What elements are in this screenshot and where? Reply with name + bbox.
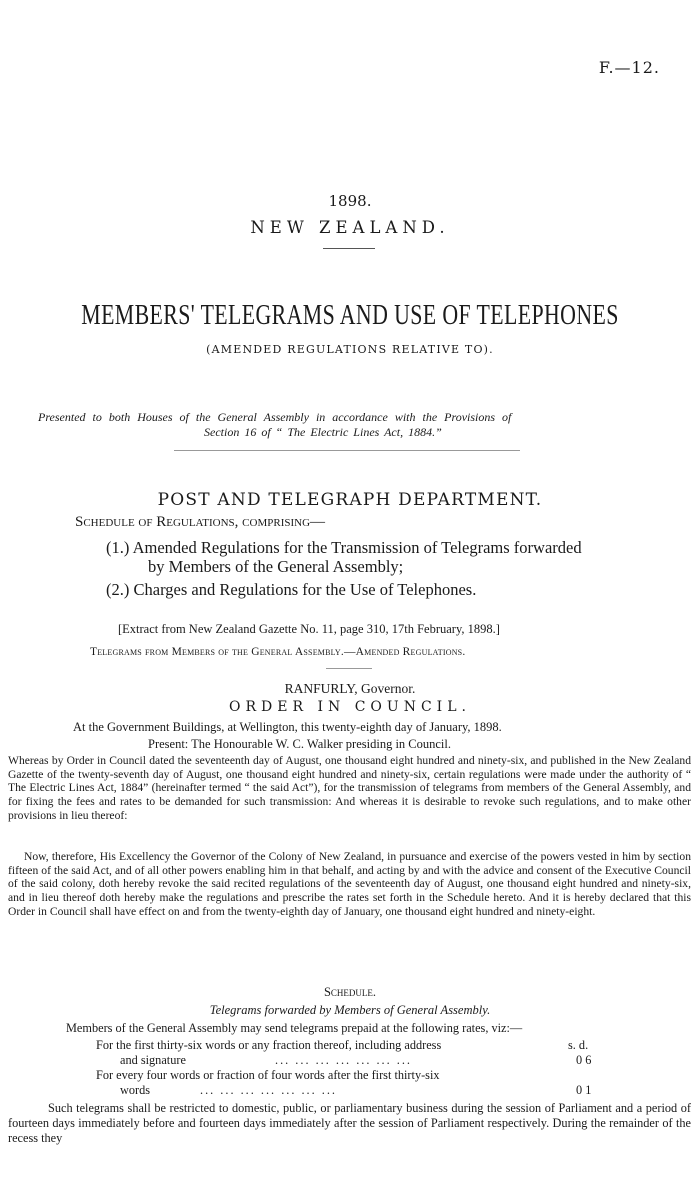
department-title: POST AND TELEGRAPH DEPARTMENT. [157,490,543,510]
now-therefore-paragraph: Now, therefore, His Excellency the Governor of the Colony of New Zealand, in pursuance and exercise of the powers vested in him by section fifteen of the said Act, and of all other powers enabling him in that behalf, and acting by and with the advice and consent of the Executive Council of the said colony, doth hereby revoke the said recited regulations of the seventeenth day of August, one thousand eight hundred and ninety-six, and in lieu thereof doth hereby make the regulations and prescribe the rates set forth in the Schedule hereto. And it is hereby declared that this Order in Council shall have effect on and from the twenty-eighth day of January, one thousand eight hundred and ninety-eight. [8,850,691,918]
rate-1-leader-dots: ... ... ... ... ... ... ... [275,1053,413,1067]
divider-2 [326,668,372,669]
present-line: Present: The Honourable W. C. Walker presiding in Council. [148,737,452,751]
at-government-buildings: At the Government Buildings, at Wellington, this twenty-eighth day of January, 1898. [73,720,502,734]
rate-1-line-2: and signature [120,1053,186,1067]
rate-2-line-1: For every four words or fraction of four words after the first thirty-six [96,1068,440,1082]
rate-1-line-1: For the first thirty-six words or any fraction thereof, including address [96,1038,442,1052]
gazette-extract: [Extract from New Zealand Gazette No. 11, page 310, 17th February, 1898.] [118,622,500,636]
item-1-line-1: (1.) Amended Regulations for the Transmission of Telegrams forwarded [106,538,582,557]
order-in-council-title: ORDER IN COUNCIL. [229,699,471,715]
item-2: (2.) Charges and Regulations for the Use of Telephones. [106,580,477,599]
rate-2-leader-dots: ... ... ... ... ... ... ... [200,1083,338,1097]
page-reference: F.—12. [598,58,660,77]
schedule-heading: Schedule. [323,985,377,999]
document-subtitle: (AMENDED REGULATIONS RELATIVE TO). [206,343,494,356]
document-title: MEMBERS' TELEGRAMS AND USE OF TELEPHONES [81,300,619,331]
presented-rule [174,450,520,451]
rate-2-value: 0 1 [576,1083,592,1097]
rate-columns: s. d. [568,1038,589,1052]
presented-line-2: Section 16 of “ The Electric Lines Act, 1884.” [204,425,442,439]
gazette-heading: Telegrams from Members of the General Assembly.—Amended Regulations. [90,646,466,658]
schedule-of-regulations: Schedule of Regulations, comprising— [75,514,326,530]
year: 1898. [328,192,372,210]
schedule-subheading: Telegrams forwarded by Members of General Assembly. [209,1003,491,1017]
item-1-line-2: by Members of the General Assembly; [148,557,404,576]
rate-2-line-2: words [120,1083,151,1097]
rate-1-value: 0 6 [576,1053,592,1067]
country-heading: NEW ZEALAND. [250,218,450,237]
divider [323,248,375,249]
closing-paragraph: Such telegrams shall be restricted to domestic, public, or parliamentary business during the session of Parliament and a period of fourteen days immediately before and fourteen days immediately after the session of Parliament respectively. During the remainder of the recess they [8,1101,691,1145]
schedule-intro: Members of the General Assembly may send telegrams prepaid at the following rates, viz:— [66,1021,523,1035]
governor-signature: RANFURLY, Governor. [284,681,416,696]
presented-line-1: Presented to both Houses of the General Assembly in accordance with the Provisions of [38,410,512,424]
whereas-paragraph: Whereas by Order in Council dated the seventeenth day of August, one thousand eight hundred and ninety-six, and published in the New Zealand Gazette of the twenty-seventh day of August, one thousand eight hundred and ninety-six, certain regulations were made under the authority of “ The Electric Lines Act, 1884” (hereinafter termed “ the said Act”), for the transmission of telegrams from members of the General Assembly, and for fixing the fees and rates to be demanded for such transmission: And whereas it is desirable to revoke such regulations, and to make other provisions in lieu thereof: [8,754,691,822]
